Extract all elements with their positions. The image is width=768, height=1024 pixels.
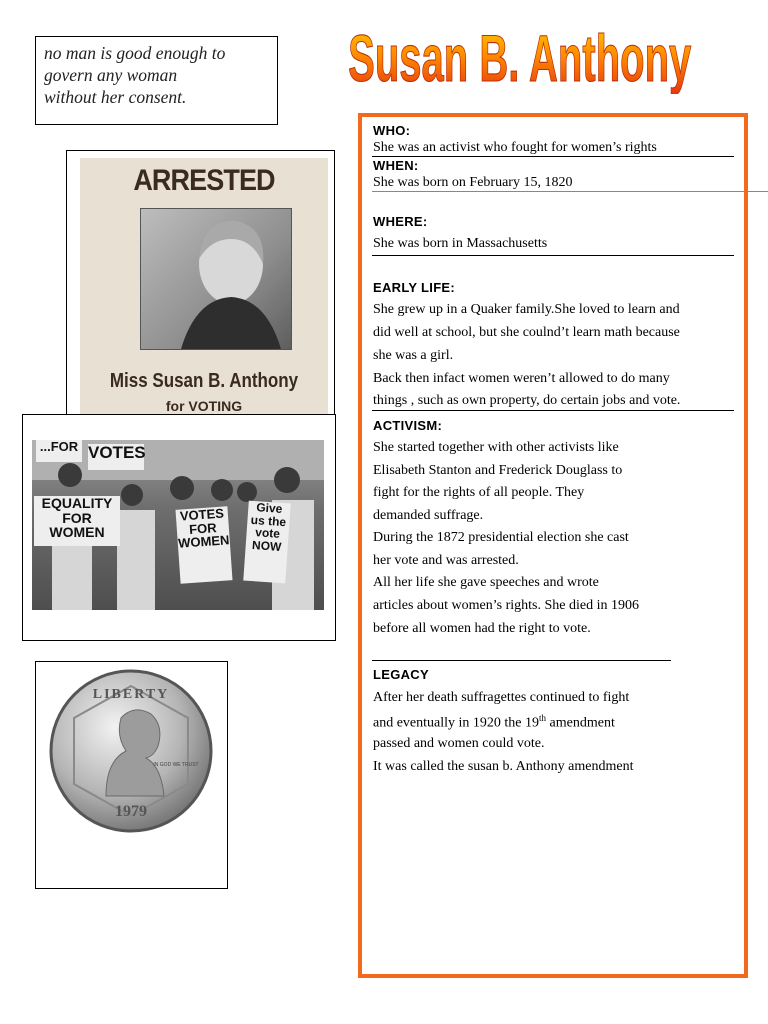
early-life-line: Back then infact women weren’t allowed to do many [373, 371, 670, 386]
coin-year: 1979 [115, 803, 147, 820]
activism-label: ACTIVISM: [373, 418, 443, 433]
divider [372, 660, 671, 661]
sign-equality-for-women: EQUALITY FOR WOMEN [34, 496, 120, 546]
sign-give-us-the-vote-now: Give us the vote NOW [243, 501, 290, 584]
sign-votes-for-women: VOTES FOR WOMEN [175, 506, 232, 583]
protest-photo [32, 440, 324, 610]
where-text: She was born in Massachusetts [373, 236, 548, 251]
divider [372, 255, 734, 256]
legacy-label: LEGACY [373, 667, 429, 682]
portrait-photo [140, 208, 292, 350]
poster-subtitle: for VOTING [165, 398, 243, 414]
sign-for: ...FOR [36, 440, 82, 462]
divider [372, 410, 734, 411]
early-life-line: She grew up in a Quaker family.She loved to learn and [373, 302, 680, 317]
superscript-th: th [539, 713, 547, 723]
sign-votes: VOTES [88, 444, 144, 470]
dollar-coin-image [46, 666, 216, 836]
early-life-line: she was a girl. [373, 348, 454, 363]
legacy-line: passed and women could vote. [373, 736, 545, 751]
activism-line: articles about women’s rights. She died in 1906 [373, 598, 639, 613]
page-title-text: Susan B. Anthony [348, 22, 692, 94]
legacy-line-text: amendment [546, 715, 615, 731]
activism-line: her vote and was arrested. [373, 553, 519, 568]
divider [372, 156, 734, 157]
when-label: WHEN: [373, 158, 419, 173]
poster-name: Miss Susan B. Anthony [109, 370, 299, 392]
early-life-label: EARLY LIFE: [373, 280, 456, 295]
where-label: WHERE: [373, 214, 428, 229]
arrested-poster-image [80, 158, 328, 420]
quote-line: without her consent. [44, 87, 187, 107]
quote-line: govern any woman [44, 65, 178, 85]
quote-line: no man is good enough to [44, 43, 226, 63]
activism-line: All her life she gave speeches and wrote [373, 575, 599, 590]
legacy-line: After her death suffragettes continued to fight [373, 690, 630, 705]
activism-line: before all women had the right to vote. [373, 621, 591, 636]
legacy-line [373, 713, 615, 732]
activism-line: demanded suffrage. [373, 508, 484, 523]
coin-liberty: LIBERTY [92, 687, 170, 702]
divider [372, 191, 768, 192]
when-text: She was born on February 15, 1820 [373, 175, 573, 190]
legacy-line-text: and eventually in 1920 the 19 [373, 715, 540, 731]
who-label: WHO: [373, 123, 411, 138]
early-life-line: did well at school, but she coulnd’t learn math because [373, 325, 680, 340]
who-text: She was an activist who fought for women’s rights [373, 140, 657, 155]
activism-line: During the 1872 presidential election she cast [373, 530, 629, 545]
activism-line: fight for the rights of all people. They [373, 485, 585, 500]
quote-box [35, 36, 278, 125]
early-life-line: things , such as own property, do certain jobs and vote. [373, 393, 681, 408]
coin-frame [35, 661, 228, 889]
page-title [345, 4, 765, 94]
coin-motto: IN GOD WE TRUST [153, 762, 199, 768]
legacy-line: It was called the susan b. Anthony amendment [373, 759, 634, 774]
activism-line: She started together with other activists like [373, 440, 619, 455]
activism-line: Elisabeth Stanton and Frederick Douglass to [373, 463, 623, 478]
poster-heading: ARRESTED [133, 164, 275, 197]
